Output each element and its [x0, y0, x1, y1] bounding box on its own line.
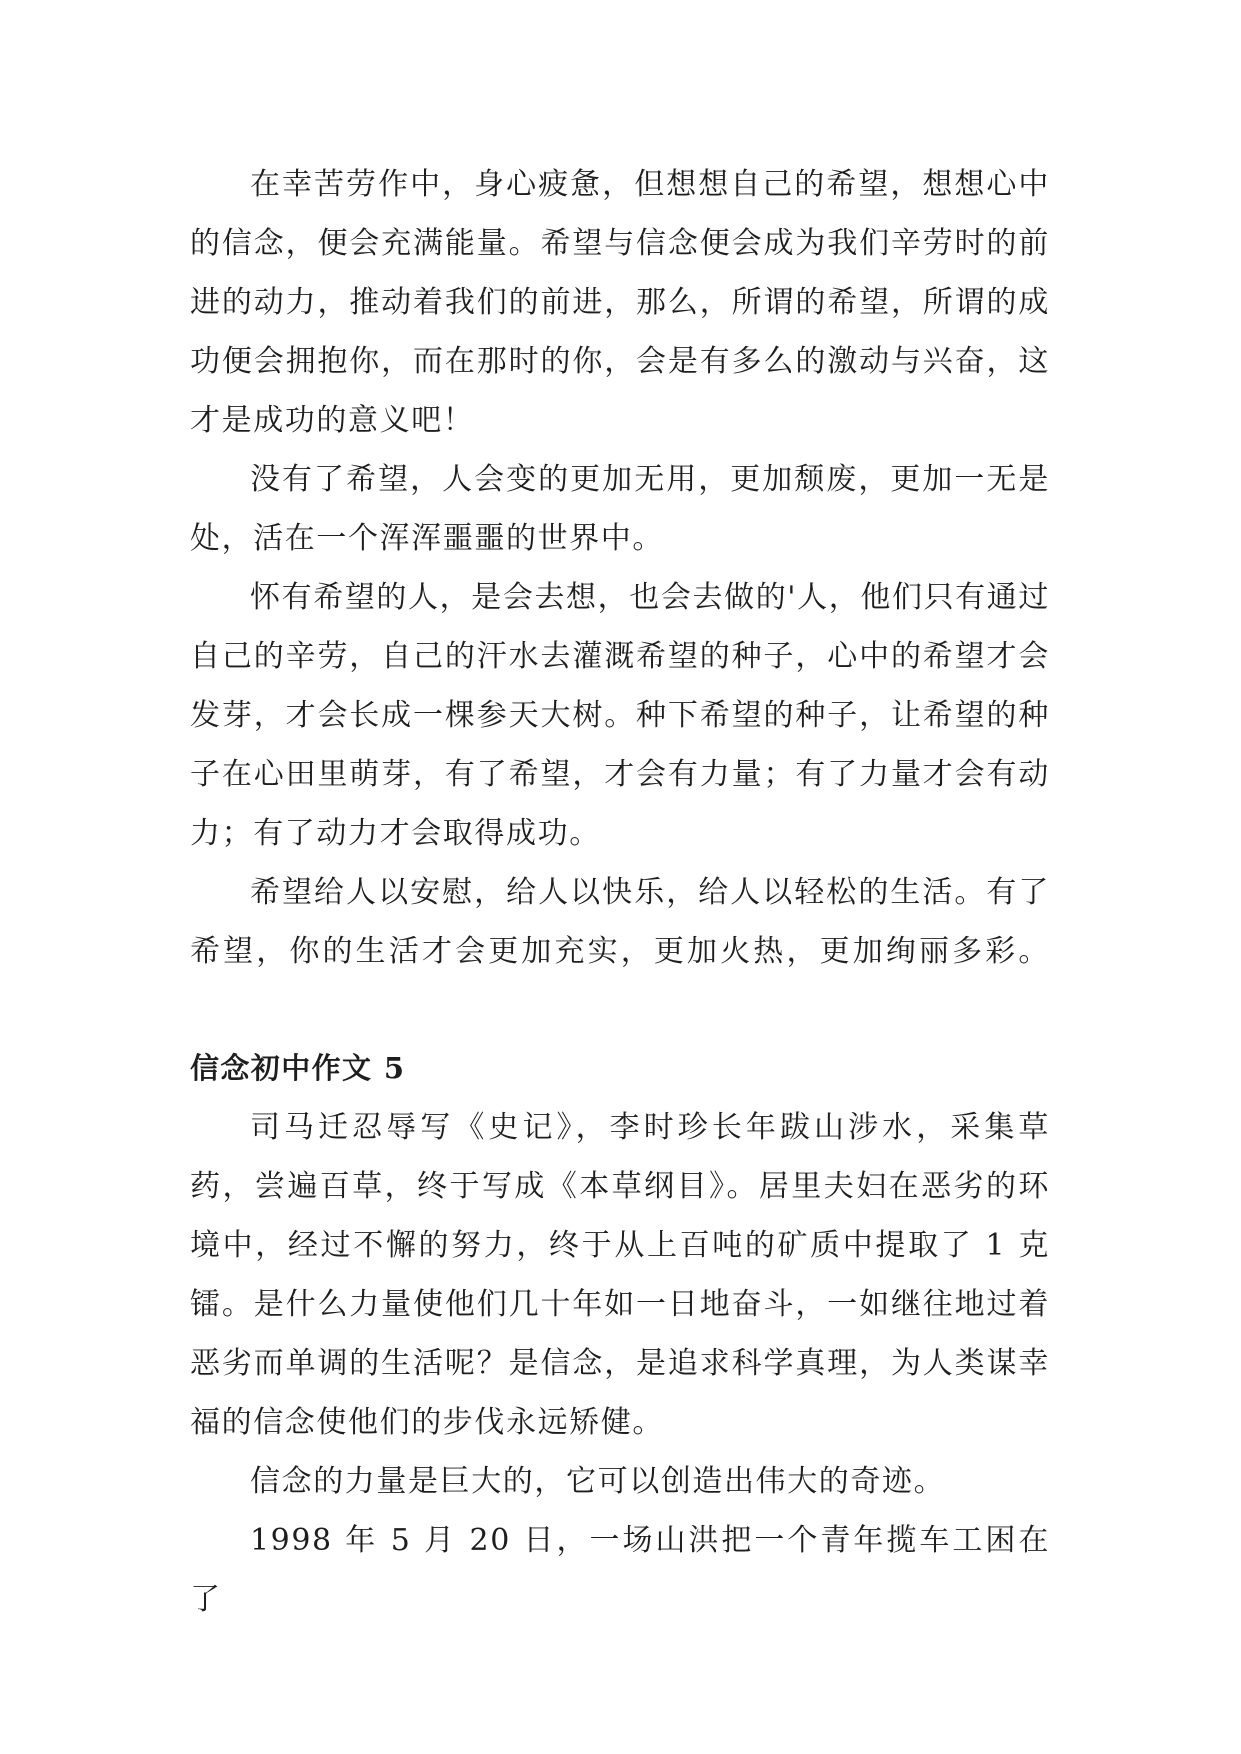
paragraph-power-of-belief: 信念的力量是巨大的，它可以创造出伟大的奇迹。 — [250, 1464, 946, 1499]
paragraph-hopeful-people: 怀有希望的人，是会去想，也会去做的'人，他们只有通过自己的辛劳，自己的汗水去灌溉希望的种子，心中的希望才会发芽，才会长成一棵参天大树。种下希望的种子，让希望的种子在心田里萌芽，有了希望，才会有力量；有了力量才会有动力；有了动力才会取得成功。 — [190, 580, 1050, 851]
paragraph-hard-work: 在幸苦劳作中，身心疲惫，但想想自己的希望，想想心中的信念，便会充满能量。希望与信念便会成为我们辛劳时的前进的动力，推动着我们的前进，那么，所谓的希望，所谓的成功便会拥抱你，而在那时的你，会是有多么的激动与兴奋，这才是成功的意义吧！ — [190, 167, 1050, 438]
section-spacer — [190, 981, 1050, 1039]
document-page — [190, 155, 1050, 1629]
paragraph-flood-1998: 1998 年 5 月 20 日，一场山洪把一个青年揽车工困在了 — [190, 1523, 1050, 1617]
section-title: 信念初中作文 5 — [190, 1051, 406, 1085]
paragraph-without-hope: 没有了希望，人会变的更加无用，更加颓废，更加一无是处，活在一个浑浑噩噩的世界中。 — [190, 462, 1050, 556]
paragraph-sima-qian: 司马迁忍辱写《史记》，李时珍长年跋山涉水，采集草药，尝遍百草，终于写成《本草纲目》。居里夫妇在恶劣的环境中，经过不懈的努力，终于从上百吨的矿质中提取了 1 克镭。是什么力量使他们几十年如一日地奋斗，一如继往地过着恶劣而单调的生活呢？是信念，是追求科学真理，为人类谋幸福的信念使他们的步伐永远矫健。 — [190, 1110, 1050, 1440]
paragraph-hope-comfort: 希望给人以安慰，给人以快乐，给人以轻松的生活。有了希望，你的生活才会更加充实，更加火热，更加绚丽多彩。 — [190, 875, 1050, 969]
